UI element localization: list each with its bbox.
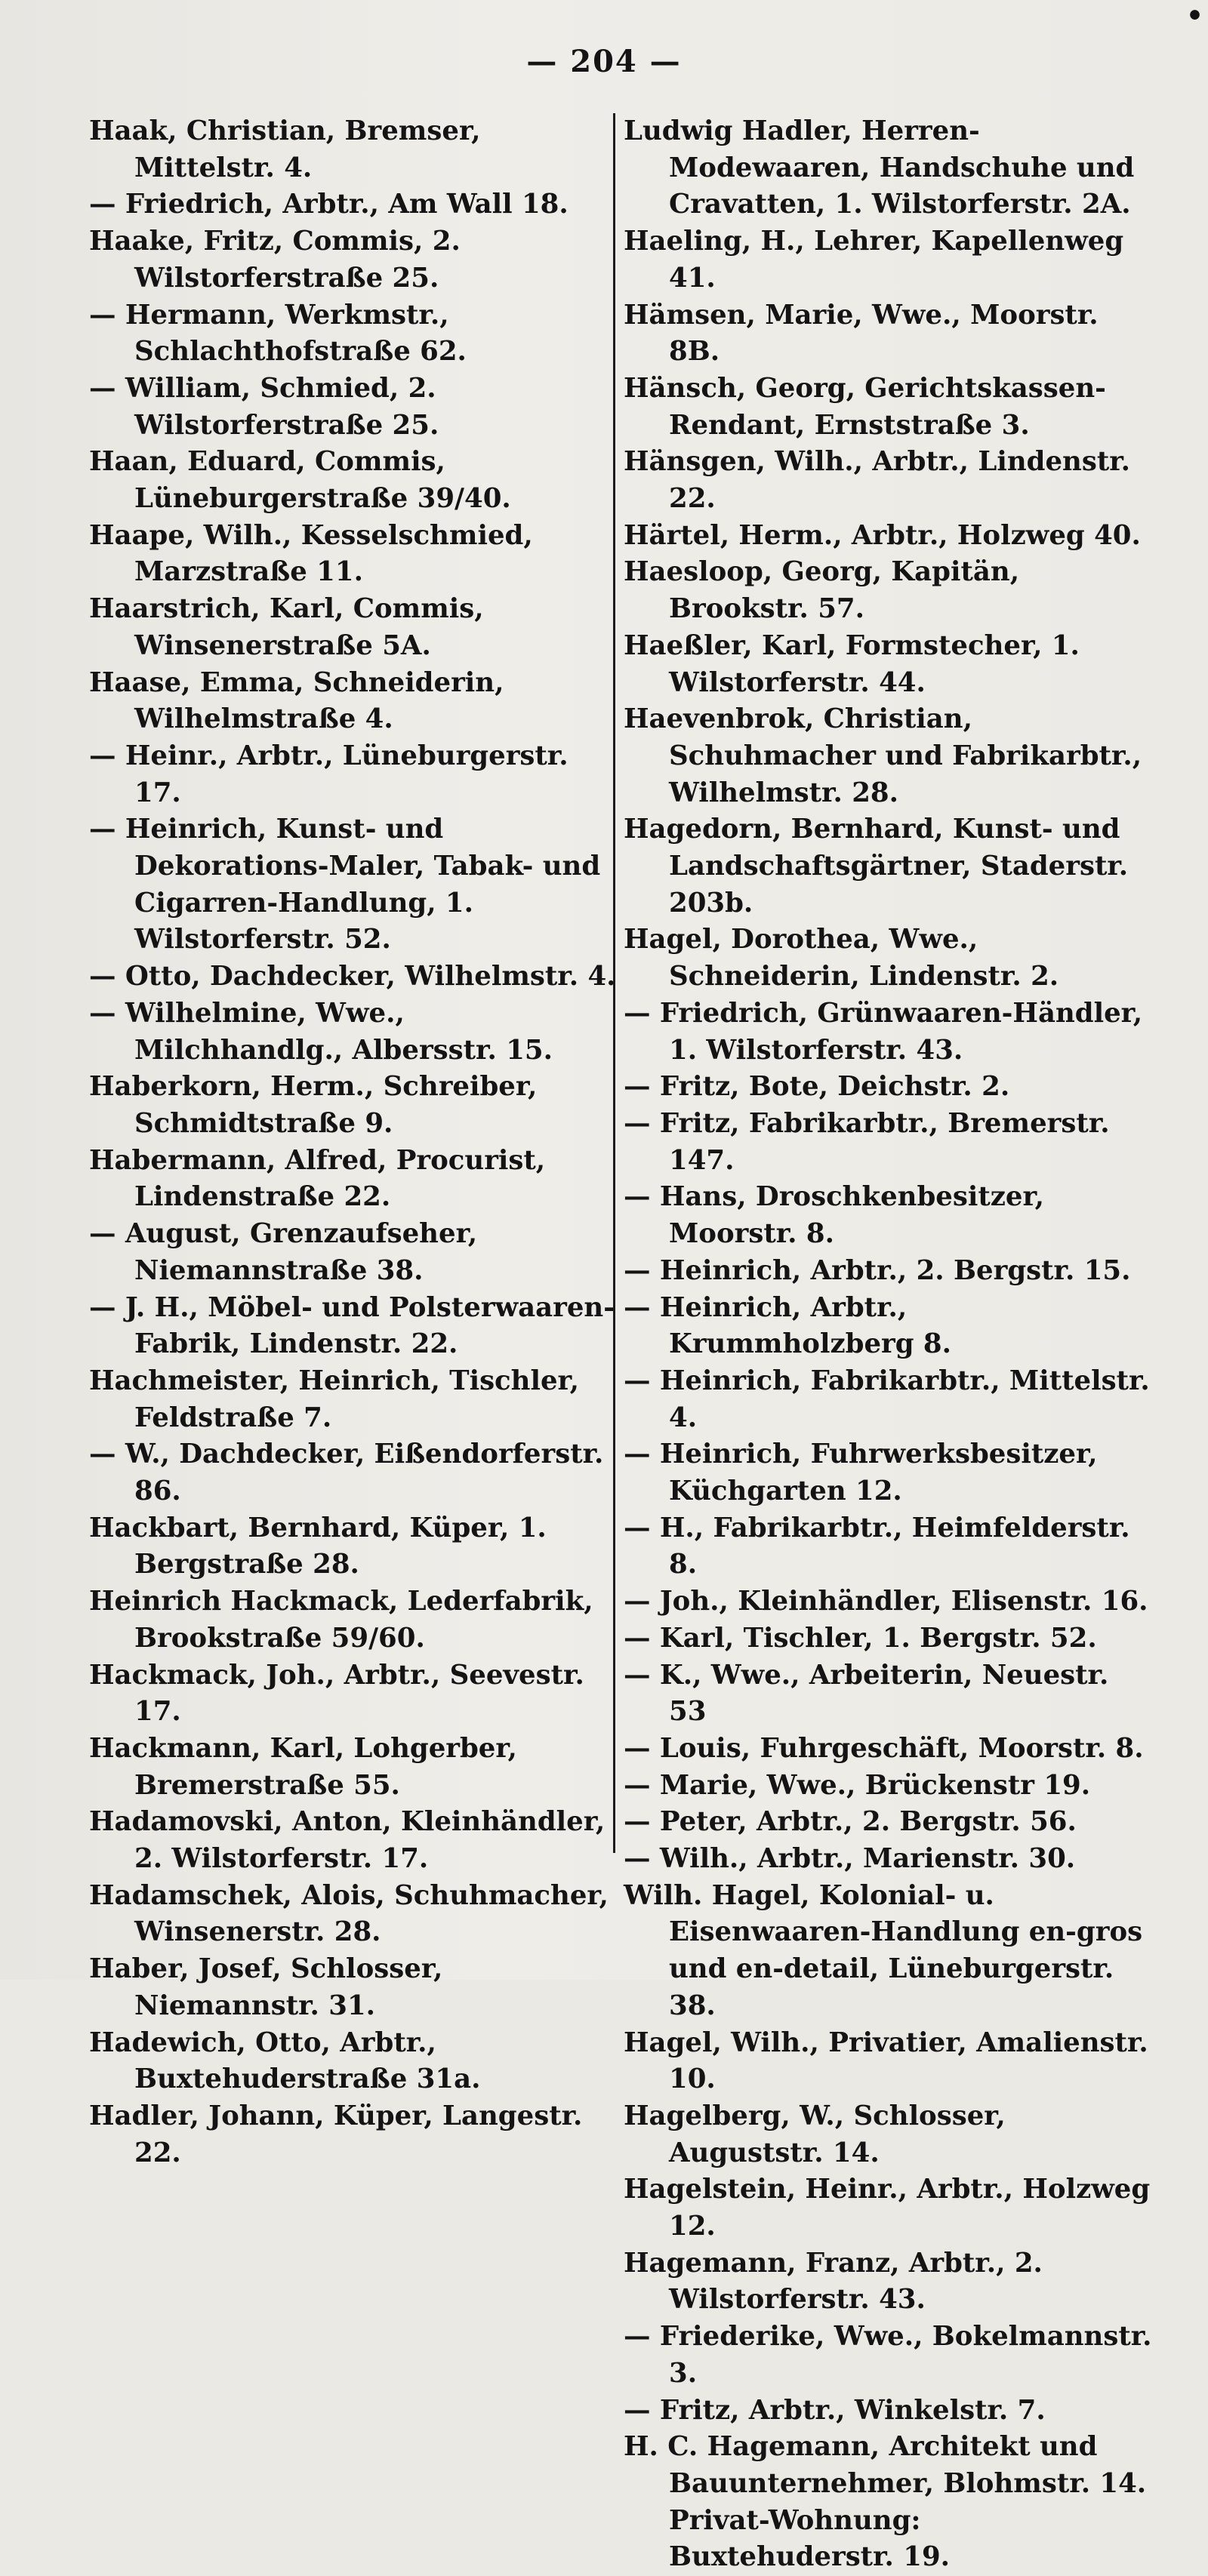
right-column: [624, 113, 1152, 2576]
directory-entry: Haber, Josef, Schlosser, Niemannstr. 31.: [89, 1953, 443, 2021]
directory-entry: Hagelstein, Heinr., Arbtr., Holzweg 12.: [624, 2174, 1151, 2242]
directory-entry: — Heinrich, Fuhrwerksbesitzer, Küchgarten 12.: [624, 1439, 1098, 1507]
directory-entry: — Friederike, Wwe., Bokelmannstr. 3.: [624, 2321, 1152, 2389]
directory-entry: Hagelberg, W., Schlosser, Auguststr. 14.: [624, 2100, 1006, 2168]
directory-entry: Hagemann, Franz, Arbtr., 2. Wilstorferstr. 43.: [624, 2247, 1043, 2316]
directory-entry: — Louis, Fuhrgeschäft, Moorstr. 8.: [624, 1732, 1144, 1764]
directory-entry: — Wilhelmine, Wwe., Milchhandlg., Albersstr. 15.: [89, 997, 553, 1066]
directory-entry: — Heinrich, Kunst- und Dekorations-Maler, Tabak- und Cigarren-Handlung, 1. Wilstorferstr. 52.: [89, 814, 601, 956]
directory-entry: — Heinrich, Arbtr., 2. Bergstr. 15.: [624, 1254, 1131, 1286]
directory-entry: Hackmann, Karl, Lohgerber, Bremerstraße 55.: [89, 1732, 517, 1801]
directory-entry: — Friedrich, Grünwaaren-Händler, 1. Wilstorferstr. 43.: [624, 997, 1143, 1066]
directory-entry: — Joh., Kleinhändler, Elisenstr. 16.: [624, 1586, 1148, 1617]
corner-mark: •: [1185, 0, 1203, 32]
directory-entry: Hänsgen, Wilh., Arbtr., Lindenstr. 22.: [624, 446, 1131, 515]
directory-entry: — William, Schmied, 2. Wilstorferstraße 25.: [89, 372, 439, 441]
directory-entry: Haan, Eduard, Commis, Lüneburgerstraße 39/40.: [89, 446, 511, 515]
directory-entry: Hachmeister, Heinrich, Tischler, Feldstraße 7.: [89, 1365, 580, 1433]
directory-entry: Haape, Wilh., Kesselschmied, Marzstraße 11.: [89, 519, 533, 588]
directory-entry: — Fritz, Bote, Deichstr. 2.: [624, 1071, 1010, 1103]
directory-entry: Haeling, H., Lehrer, Kapellenweg 41.: [624, 226, 1124, 294]
directory-entry: — J. H., Möbel- und Polsterwaaren-Fabrik, Lindenstr. 22.: [89, 1291, 615, 1360]
directory-entry: Haake, Fritz, Commis, 2. Wilstorferstraße 25.: [89, 226, 461, 294]
directory-entry: Hadler, Johann, Küper, Langestr. 22.: [89, 2100, 583, 2168]
directory-entry: Hagel, Wilh., Privatier, Amalienstr. 10.: [624, 2027, 1148, 2095]
directory-entry: — August, Grenzaufseher, Niemannstraße 38.: [89, 1218, 478, 1286]
directory-entry: Ludwig Hadler, Herren-Modewaaren, Handschuhe und Cravatten, 1. Wilstorferstr. 2A.: [624, 115, 1135, 220]
directory-entry: — Karl, Tischler, 1. Bergstr. 52.: [624, 1622, 1097, 1654]
directory-entry: Habermann, Alfred, Procurist, Lindenstraße 22.: [89, 1144, 546, 1213]
directory-entry: Härtel, Herm., Arbtr., Holzweg 40.: [624, 519, 1141, 551]
directory-entry: Hagel, Dorothea, Wwe., Schneiderin, Lindenstr. 2.: [624, 924, 1059, 993]
directory-entry: Hackbart, Bernhard, Küper, 1. Bergstraße 28.: [89, 1512, 547, 1580]
directory-entry: Wilh. Hagel, Kolonial- u. Eisenwaaren-Handlung en-gros und en-detail, Lüneburgerstr. 38.: [624, 1879, 1143, 2021]
directory-entry: — Fritz, Arbtr., Winkelstr. 7.: [624, 2394, 1046, 2426]
directory-entry: — K., Wwe., Arbeiterin, Neuestr. 53: [624, 1659, 1109, 1728]
directory-entry: Hackmack, Joh., Arbtr., Seevestr. 17.: [89, 1659, 584, 1728]
directory-entry: — Heinr., Arbtr., Lüneburgerstr. 17.: [89, 740, 569, 808]
directory-entry: — Heinrich, Fabrikarbtr., Mittelstr. 4.: [624, 1365, 1150, 1433]
directory-entry: Hadamschek, Alois, Schuhmacher, Winsenerstr. 28.: [89, 1879, 609, 1948]
directory-entry: — Fritz, Fabrikarbtr., Bremerstr. 147.: [624, 1107, 1110, 1176]
directory-entry: — Peter, Arbtr., 2. Bergstr. 56.: [624, 1806, 1077, 1838]
directory-entry: Haberkorn, Herm., Schreiber, Schmidtstraße 9.: [89, 1071, 538, 1139]
directory-entry: Haak, Christian, Bremser, Mittelstr. 4.: [89, 115, 481, 183]
directory-entry: Haeßler, Karl, Formstecher, 1. Wilstorferstr. 44.: [624, 629, 1080, 698]
directory-entry: — Wilh., Arbtr., Marienstr. 30.: [624, 1843, 1076, 1875]
directory-entry: — Hans, Droschkenbesitzer, Moorstr. 8.: [624, 1181, 1044, 1250]
directory-entry: — Otto, Dachdecker, Wilhelmstr. 4.: [89, 961, 616, 993]
directory-entry: H. C. Hagemann, Architekt und Bauunternehmer, Blohmstr. 14. Privat-Wohnung: Buxtehuderstr. 19.: [624, 2431, 1147, 2573]
directory-entry: Heinrich Hackmack, Lederfabrik, Brookstraße 59/60.: [89, 1586, 593, 1654]
directory-entry: Haarstrich, Karl, Commis, Winsenerstraße 5A.: [89, 593, 484, 661]
directory-entry: — H., Fabrikarbtr., Heimfelderstr. 8.: [624, 1512, 1130, 1580]
directory-entry: Hänsch, Georg, Gerichtskassen-Rendant, Ernststraße 3.: [624, 372, 1106, 441]
directory-entry: — W., Dachdecker, Eißendorferstr. 86.: [89, 1439, 604, 1507]
left-column: [89, 113, 618, 2171]
page-number: — 204 —: [526, 44, 682, 79]
directory-entry: Haase, Emma, Schneiderin, Wilhelmstraße 4.: [89, 666, 504, 735]
directory-entry: Haesloop, Georg, Kapitän, Brookstr. 57.: [624, 556, 1020, 625]
directory-entry: Hagedorn, Bernhard, Kunst- und Landschaftsgärtner, Staderstr. 203b.: [624, 814, 1129, 919]
directory-entry: — Friedrich, Arbtr., Am Wall 18.: [89, 189, 569, 220]
directory-entry: Hadewich, Otto, Arbtr., Buxtehuderstraße 31a.: [89, 2027, 481, 2095]
directory-entry: — Marie, Wwe., Brückenstr 19.: [624, 1769, 1091, 1801]
directory-entry: — Hermann, Werkmstr., Schlachthofstraße 62.: [89, 299, 467, 368]
directory-entry: — Heinrich, Arbtr., Krummholzberg 8.: [624, 1291, 951, 1360]
directory-entry: Haevenbrok, Christian, Schuhmacher und Fabrikarbtr., Wilhelmstr. 28.: [624, 703, 1142, 808]
directory-entry: Hadamovski, Anton, Kleinhändler, 2. Wilstorferstr. 17.: [89, 1806, 606, 1875]
directory-entry: Hämsen, Marie, Wwe., Moorstr. 8B.: [624, 299, 1099, 368]
